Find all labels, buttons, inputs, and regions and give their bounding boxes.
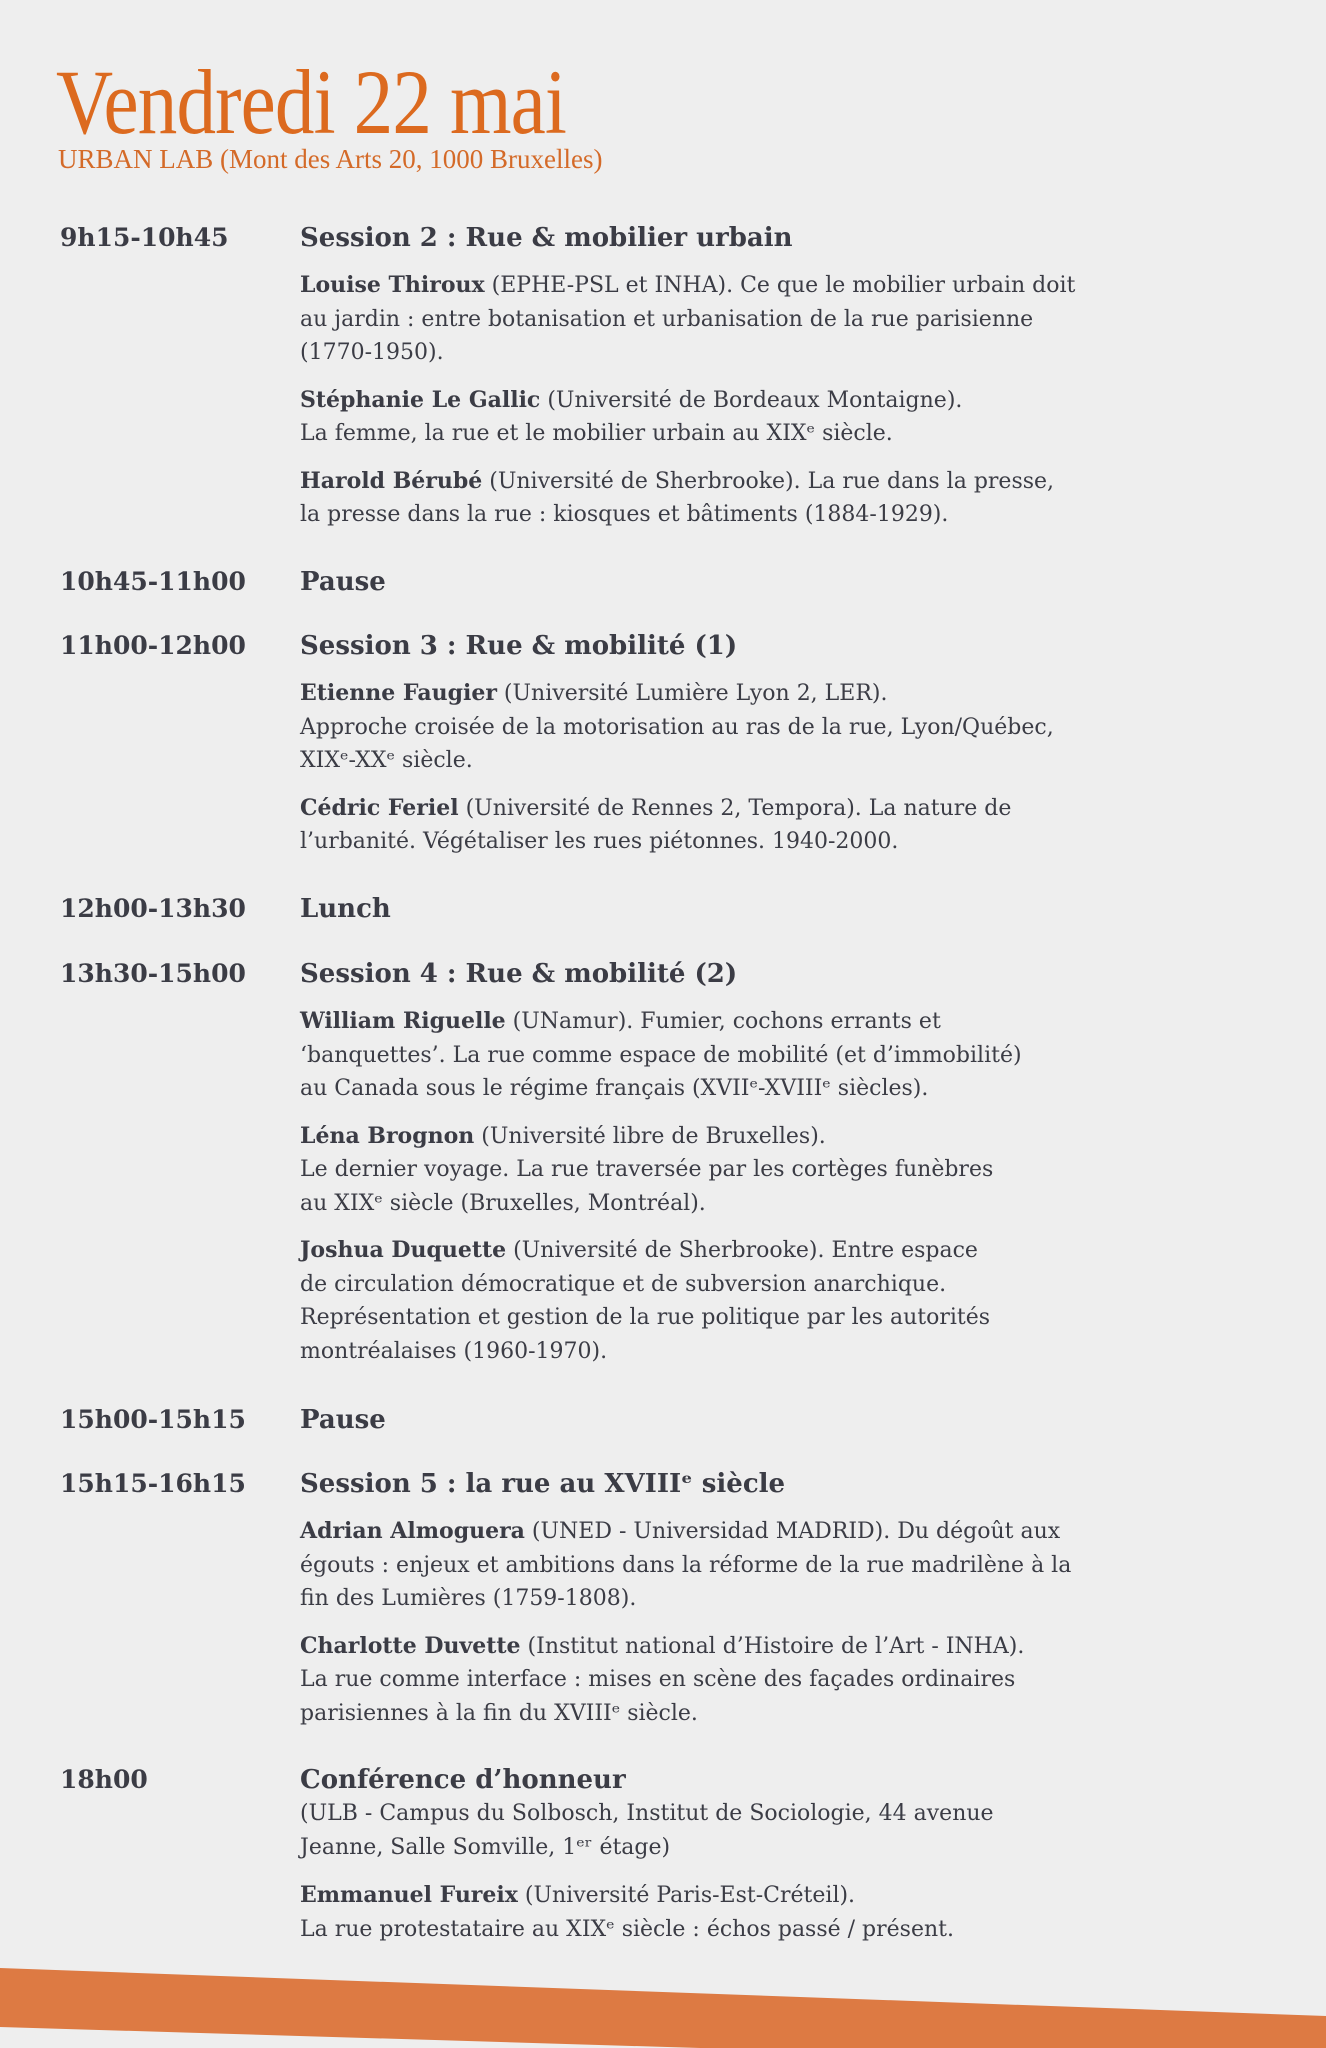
speaker-name: Joshua Duquette (300, 1237, 507, 1263)
talk-title-line: montréalaises (1960-1970). (300, 1338, 608, 1364)
session-title: Conférence d’honneur (300, 1765, 626, 1795)
talk-affiliation: (Université de Bordeaux Montaigne). (540, 387, 963, 413)
talk (300, 792, 1054, 859)
talk-title-line: au Canada sous le régime français (XVIIᵉ-XVIIIᵉ siècles). (300, 1076, 929, 1101)
speaker-name: Stéphanie Le Gallic (300, 386, 541, 413)
talk-affiliation: (Université Lumière Lyon 2, LER). (496, 681, 888, 706)
session-title: Pause (300, 567, 386, 597)
session-content (300, 957, 1022, 1368)
talk (300, 677, 1054, 778)
talk-affiliation: (Université de Sherbrooke). La rue dans la presse, (482, 468, 1055, 494)
session-title: Session 2 : Rue & mobilier urbain (300, 223, 793, 253)
talk-title-line: Représentation et gestion de la rue politique par les autorités (300, 1305, 991, 1330)
talk-title-line: égouts : enjeux et ambitions dans la réforme de la rue madrilène à la (300, 1552, 1072, 1578)
talk (300, 1234, 1022, 1368)
talk-title-line: la presse dans la rue : kiosques et bâtiments (1884-1929). (300, 502, 949, 527)
talk-title-line: l’urbanité. Végétaliser les rues piétonnes. 1940-2000. (300, 829, 899, 854)
talk-title-line: de circulation démocratique et de subversion anarchique. (300, 1271, 947, 1297)
talk (300, 1005, 1022, 1106)
talk-affiliation: (Institut national d’Histoire de l’Art - INHA). (520, 1633, 1025, 1659)
talk-title-line: La femme, la rue et le mobilier urbain au XIXᵉ siècle. (300, 421, 893, 446)
talk (300, 1120, 1022, 1221)
talk-title-line: Le dernier voyage. La rue traversée par les cortèges funèbres (300, 1157, 994, 1182)
talk-title-line: ‘banquettes’. La rue comme espace de mobilité (et d’immobilité) (300, 1042, 1022, 1068)
talk (300, 1515, 1071, 1616)
talk (300, 269, 1075, 370)
venue-note: (ULB - Campus du Solbosch, Institut de Sociologie, 44 avenue (300, 1801, 994, 1826)
speaker-name: Louise Thiroux (300, 272, 485, 298)
talk-title-line: La rue protestataire au XIXᵉ siècle : échos passé / présent. (300, 1916, 954, 1942)
talk-affiliation: (EPHE-PSL et INHA). Ce que le mobilier urbain doit (484, 273, 1076, 298)
time-slot: 13h30-15h00 (60, 959, 246, 988)
location-subtitle: URBAN LAB (Mont des Arts 20, 1000 Bruxelles) (58, 144, 603, 174)
talk-title-line: La rue comme interface : mises en scène des façades ordinaires (300, 1667, 1016, 1692)
session-title: Session 4 : Rue & mobilité (2) (300, 959, 738, 989)
talk-title-line: parisiennes à la fin du XVIIIᵉ siècle. (300, 1700, 698, 1726)
session-title: Session 5 : la rue au XVIIIᵉ siècle (300, 1469, 786, 1499)
talk (300, 1630, 1071, 1731)
time-slot: 12h00-13h30 (60, 894, 246, 923)
talk (300, 384, 1075, 451)
session-title: Session 3 : Rue & mobilité (1) (300, 631, 738, 661)
speaker-name: Cédric Feriel (300, 794, 459, 821)
talk-title-line: fin des Lumières (1759-1808). (300, 1586, 637, 1611)
venue-note: Jeanne, Salle Somville, 1ᵉʳ étage) (300, 1835, 671, 1860)
speaker-name: Harold Bérubé (300, 467, 483, 494)
talk (300, 465, 1075, 532)
speaker-name: Adrian Almoguera (300, 1518, 525, 1544)
talk-title-line: XIXᵉ-XXᵉ siècle. (300, 748, 473, 773)
talk-affiliation: (Université de Rennes 2, Tempora). La nature de (458, 795, 1012, 821)
talk-affiliation: (Université libre de Bruxelles). (474, 1123, 826, 1149)
time-slot: 9h15-10h45 (60, 223, 229, 252)
speaker-name: William Riguelle (300, 1008, 506, 1034)
session-content (300, 629, 1054, 859)
time-slot: 15h00-15h15 (60, 1405, 246, 1434)
time-slot: 18h00 (60, 1765, 148, 1794)
speaker-name: Léna Brognon (300, 1122, 475, 1149)
talk-affiliation: (UNED - Universidad MADRID). Du dégoût aux (524, 1519, 1061, 1544)
talk-affiliation: (Université Paris-Est-Créteil). (517, 1883, 856, 1908)
session-content (300, 1763, 994, 1946)
talk-affiliation: (UNamur). Fumier, cochons errants et (505, 1009, 941, 1034)
session-title: Pause (300, 1405, 386, 1435)
session-title: Lunch (300, 894, 391, 924)
talk-affiliation: (Université de Sherbrooke). Entre espace (506, 1238, 978, 1263)
speaker-name: Emmanuel Fureix (300, 1882, 518, 1908)
session-content (300, 565, 386, 599)
talk-title-line: (1770-1950). (300, 340, 444, 365)
speaker-name: Charlotte Duvette (300, 1632, 521, 1659)
session-content (300, 892, 391, 926)
session-content (300, 1467, 1071, 1730)
talk-title-line: Approche croisée de la motorisation au ras de la rue, Lyon/Québec, (300, 714, 1054, 740)
time-slot: 15h15-16h15 (60, 1469, 246, 1498)
session-content (300, 221, 1075, 532)
session-content (300, 1403, 386, 1437)
talk (300, 1879, 994, 1946)
time-slot: 10h45-11h00 (60, 567, 246, 596)
time-slot: 11h00-12h00 (60, 631, 246, 660)
speaker-name: Etienne Faugier (300, 680, 497, 706)
talk-title-line: au XIXᵉ siècle (Bruxelles, Montréal). (300, 1190, 706, 1216)
talk-title-line: au jardin : entre botanisation et urbanisation de la rue parisienne (300, 306, 1034, 332)
page-title: Vendredi 22 mai (56, 51, 567, 153)
